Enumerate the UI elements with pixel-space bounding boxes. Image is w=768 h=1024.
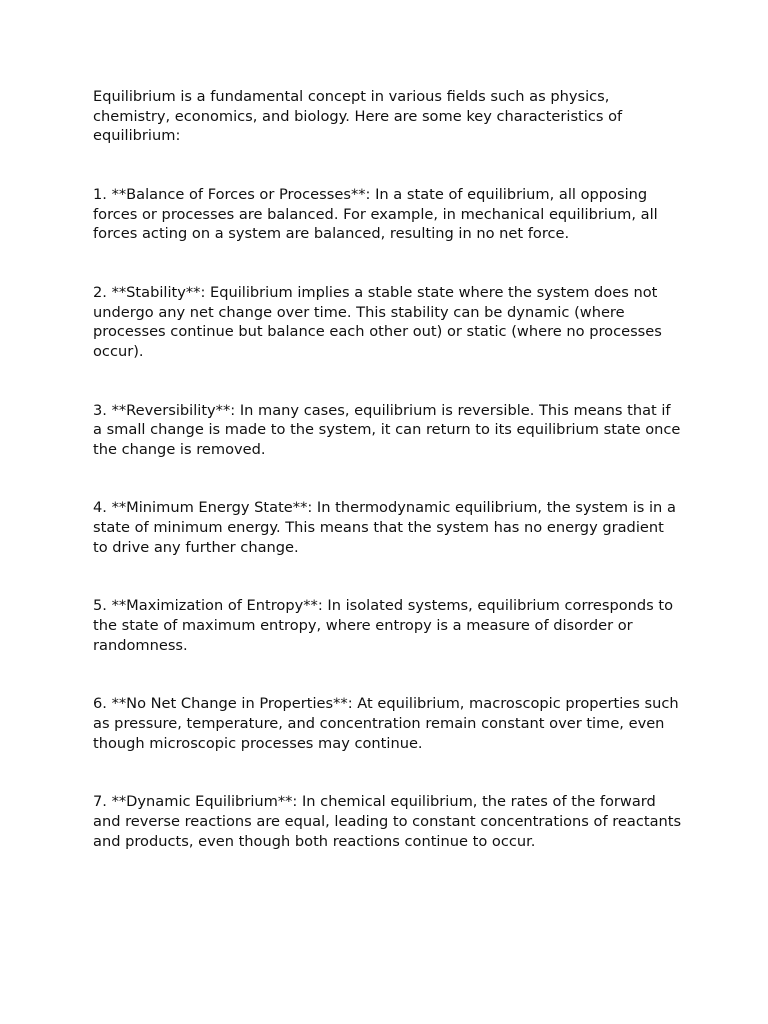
list-item-no-net-change: 6. **No Net Change in Properties**: At equilibrium, macroscopic properties such as pressure, temperature, and concentration remain constant over time, even though microscopic processes may continue. — [93, 695, 679, 752]
intro-paragraph: Equilibrium is a fundamental concept in various fields such as physics, chemistry, economics, and biology. Here are some key characteristics of equilibrium: — [93, 88, 623, 145]
list-item-dynamic-equilibrium: 7. **Dynamic Equilibrium**: In chemical equilibrium, the rates of the forward and reverse reactions are equal, leading to constant concentrations of reactants and products, even though both reactions continue to occur. — [93, 793, 682, 850]
list-item-maximization-of-entropy: 5. **Maximization of Entropy**: In isolated systems, equilibrium corresponds to the state of maximum entropy, where entropy is a measure of disorder or randomness. — [93, 597, 674, 654]
list-item-balance-of-forces: 1. **Balance of Forces or Processes**: In a state of equilibrium, all opposing forces or processes are balanced. For example, in mechanical equilibrium, all forces acting on a system are balanced, resulting in no net force. — [93, 185, 658, 243]
document-body — [93, 87, 683, 851]
list-item-stability: 2. **Stability**: Equilibrium implies a stable state where the system does not undergo any net change over time. This stability can be dynamic (where processes continue but balance each other out) or static (where no processes occur). — [93, 283, 662, 360]
list-item-reversibility: 3. **Reversibility**: In many cases, equilibrium is reversible. This means that if a small change is made to the system, it can return to its equilibrium state once the change is removed. — [93, 401, 681, 458]
list-item-minimum-energy-state: 4. **Minimum Energy State**: In thermodynamic equilibrium, the system is in a state of minimum energy. This means that the system has no energy gradient to drive any further change. — [93, 499, 676, 556]
